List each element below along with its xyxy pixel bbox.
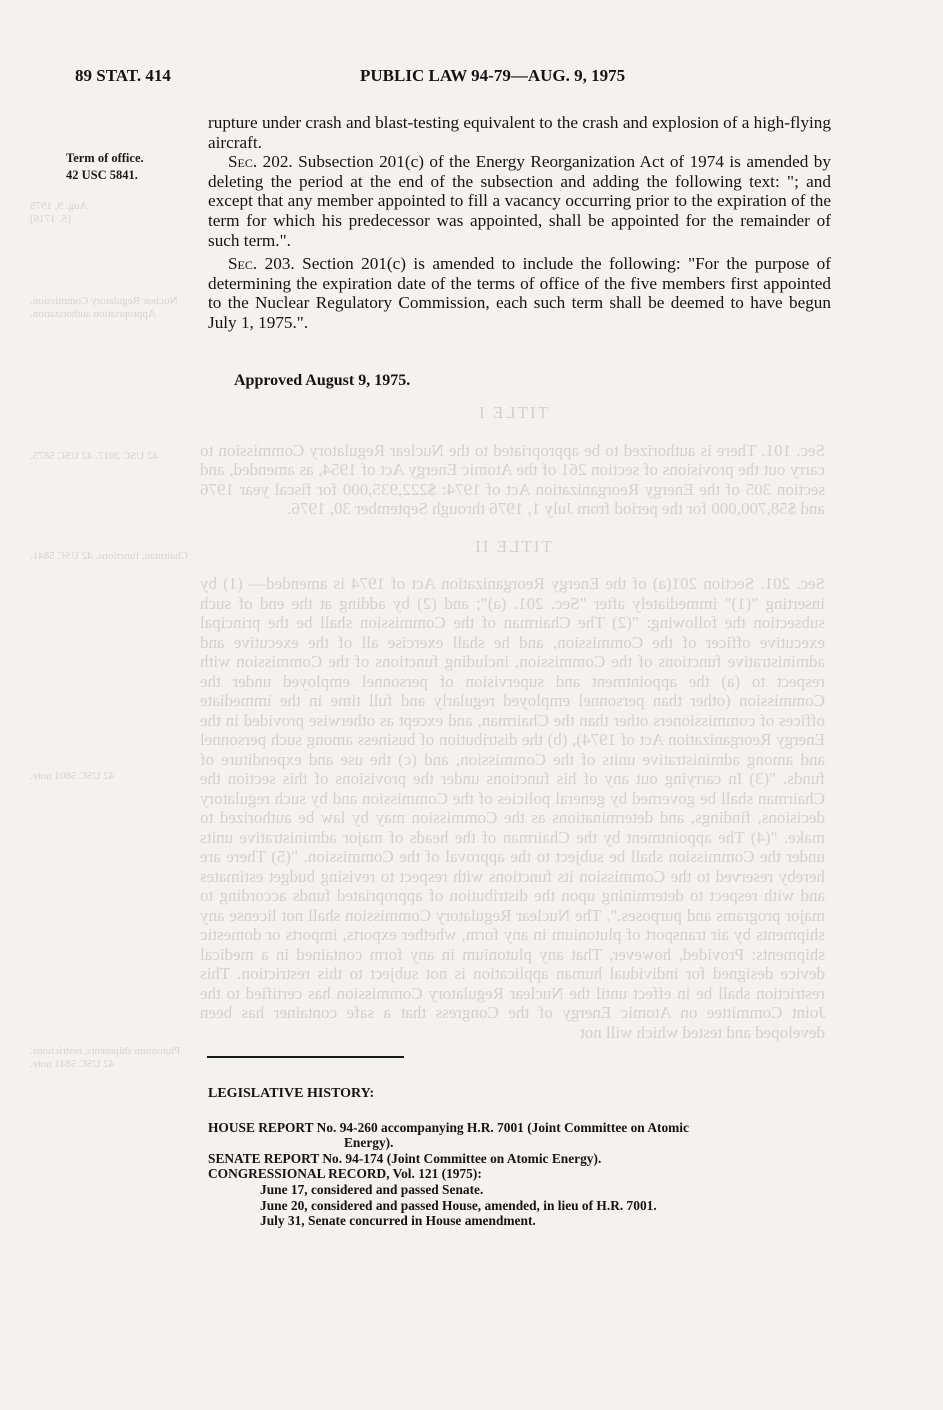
record-entry: June 17, considered and passed Senate. (260, 1181, 484, 1197)
margin-note-term-of-office: Term of office. (66, 151, 144, 165)
record-entry: July 31, Senate concurred in House amendment. (260, 1213, 536, 1229)
approval-date: Approved August 9, 1975. (234, 372, 411, 389)
continuation-paragraph: rupture under crash and blast-testing equivalent to the crash and explosion of a high-flying aircraft. (208, 113, 831, 152)
margin-note-usc-citation: 42 USC 5841. (66, 168, 138, 182)
statute-page-number: 89 STAT. 414 (75, 66, 171, 85)
senate-report-line: SENATE REPORT No. 94-174 (Joint Committee on Atomic Energy). (208, 1150, 602, 1166)
reverse-margin-bleed-5: 42 USC 5801 note. (30, 770, 115, 782)
reverse-margin-bleed-4: Chairman, functions. 42 USC 5841. (30, 550, 188, 562)
legislative-history (208, 1086, 828, 1229)
section-203-text: 203. Section 201(c) is amended to include the following: "For the purpose of determining the expiration date of the terms of office of the five members first appointed to the Nuclear Regulatory Commission, each such term shall be deemed to have begun July 1, 1975.". (208, 254, 831, 332)
section-203-label: Sec. (228, 254, 258, 274)
house-report-line: HOUSE REPORT No. 94-260 accompanying H.R. 7001 (Joint Committee on Atomic (208, 1119, 689, 1135)
reverse-margin-bleed-2: Nuclear Regulatory Commission. Appropriation authorization. (30, 295, 178, 320)
section-202-paragraph (208, 152, 831, 250)
section-divider (207, 1056, 404, 1058)
legislative-history-heading: LEGISLATIVE HISTORY: (208, 1086, 375, 1101)
house-report-continuation: Energy). (344, 1135, 394, 1151)
section-203-paragraph (208, 254, 831, 332)
reverse-margin-bleed-3: 42 USC 2017. 42 USC 5875. (30, 450, 159, 462)
reverse-side-bleed-through: TITLE I Sec. 101. There is authorized to be appropriated to the Nuclear Regulatory Commission to carry out the provisions of section 261 of the Atomic Energy Act of 1954, as amended, and section 305 of the Energy Reorganization Act of 1974: $222,935,000 for fiscal year 1976 and $58,700,000 for the period from July 1, 1976 through September 30, 1976. TITLE II Sec. 201. Section 201(a) of the Energy Reorganization Act of 1974 is amended— (1) by inserting "(1)" immediately after "Sec. 201. (a)"; and (2) by adding at the end of such subsection the following: "(2) The Chairman of the Commission shall be the principal executive officer of the Commission, and he shall exercise all of the executive and administrative functions of the Commission, including functions of the Commission with respect to (a) the appointment and supervision of personnel employed under the Commission (other than personnel employed regularly and full time in the immediate offices of commissioners other than the Chairman, and except as otherwise provided in the Energy Reorganization Act of 1974), (b) the distribution of business among such personnel and among administrative units of the Commission, and (c) the use and expenditure of funds. "(3) In carrying out any of his functions under the provisions of this section the Chairman shall be governed by general policies of the Commission and by such regulatory decisions, findings, and determinations as the Commission may by law be authorized to make. "(4) The appointment by the Chairman of the heads of major administrative units under the Commission shall be subject to the approval of the Commission. "(5) There are hereby reserved to the Commission its functions with respect to revising budget estimates and with respect to determining upon the distribution of appropriated funds according to major programs and purposes.". The Nuclear Regulatory Commission shall not license any shipments by air transport of plutonium in any form, whether exports, imports or domestic shipments: Provided, however, That any plutonium in any form contained in a medical device designed for individual human application is not subject to this restriction. This restriction shall be in effect until the Nuclear Regulatory Commission has certified to the Joint Committee on Atomic Energy of the Congress that a safe container has been developed and tested which will not (200, 403, 825, 1042)
section-202-label: Sec. (228, 152, 258, 172)
reverse-margin-bleed-6: Plutonium shipments, restrictions. 42 USC 5841 note. (30, 1045, 181, 1070)
running-title: PUBLIC LAW 94-79—AUG. 9, 1975 (360, 66, 626, 85)
margin-notes (66, 150, 186, 184)
reverse-margin-bleed-1: Aug. 9, 1975 [S. 1716] (30, 200, 88, 225)
body-text (208, 113, 831, 333)
record-entry: June 20, considered and passed House, amended, in lieu of H.R. 7001. (260, 1197, 657, 1213)
section-202-text: 202. Subsection 201(c) of the Energy Reorganization Act of 1974 is amended by deleting the period at the end of the subsection and adding the following text: "; and except that any member appointed to fill a vacancy occurring prior to the expiration of the term for which his predecessor was appointed, shall be appointed for the remainder of such term.". (208, 152, 831, 250)
congressional-record-line: CONGRESSIONAL RECORD, Vol. 121 (1975): (208, 1166, 482, 1182)
